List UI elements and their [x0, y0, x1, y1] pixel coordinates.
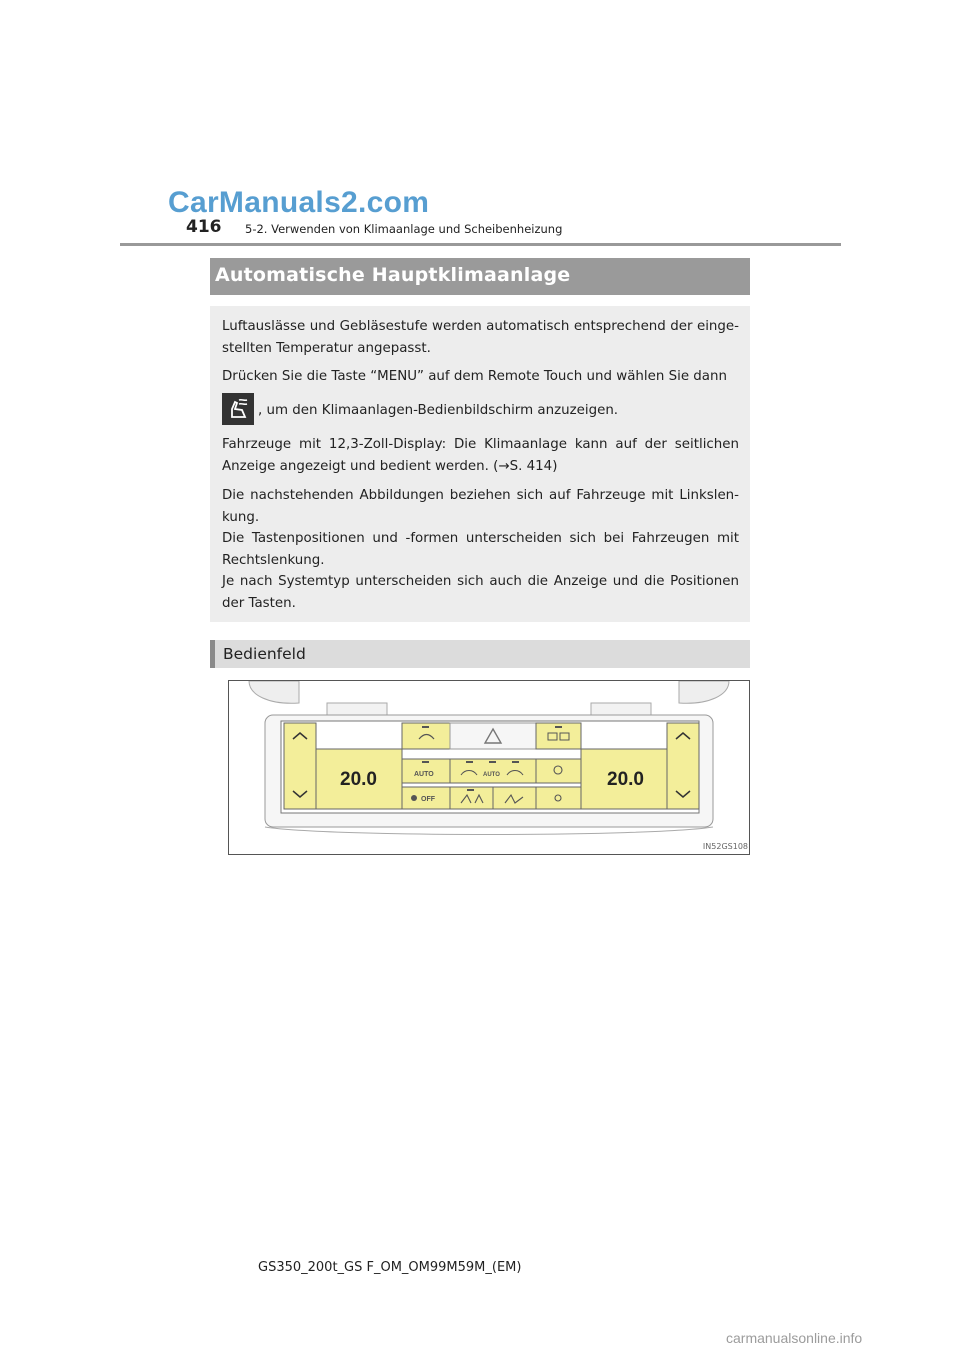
info-paragraph-6: Je nach Systemtyp unterscheiden sich auch die Anzeige und die Positionen der Tasten. — [222, 574, 739, 611]
figure-code: IN52GS108 — [692, 841, 748, 853]
document-code: GS350_200t_GS F_OM_OM99M59M_(EM) — [258, 1260, 522, 1275]
section-title: Automatische Hauptklimaanlage — [215, 264, 571, 286]
section-heading-bar — [210, 258, 750, 295]
chapter-header: 5-2. Verwenden von Klimaanlage und Scheibenheizung — [245, 222, 563, 236]
header-rule — [120, 243, 841, 246]
subsection-title: Bedienfeld — [223, 645, 306, 663]
info-paragraph-3: Fahrzeuge mit 12,3-Zoll-Display: Die Klimaanlage kann auf der seitlichen Anzeige angezeigt und bedient werden. (→S. 414) — [222, 437, 739, 474]
watermark-logo: CarManuals2.com — [168, 186, 430, 219]
info-paragraph-2b: , um den Klimaanlagen-Bedienbildschirm anzuzeigen. — [258, 403, 619, 418]
auto-recirc-label: AUTO — [483, 772, 500, 778]
temp-right-display: 20.0 — [607, 769, 644, 790]
watermark-bottom: carmanualsonline.info — [726, 1330, 863, 1346]
climate-control-panel-figure — [228, 680, 750, 855]
auto-button-label: AUTO — [414, 771, 434, 778]
temp-left-display: 20.0 — [340, 769, 377, 790]
info-paragraph-1: Luftauslässe und Gebläsestufe werden automatisch entsprechend der einge-stellten Temperatur angepasst. — [222, 319, 739, 356]
info-paragraph-2a: Drücken Sie die Taste “MENU” auf dem Remote Touch und wählen Sie dann — [222, 369, 727, 384]
subsection-heading-bar — [210, 640, 750, 668]
fan-off-button-label: OFF — [421, 796, 435, 803]
info-paragraph-4: Die nachstehenden Abbildungen beziehen sich auf Fahrzeuge mit Linkslen-kung. — [222, 488, 739, 525]
climate-seat-icon — [222, 393, 254, 425]
page-number: 416 — [186, 217, 222, 237]
info-paragraph-5: Die Tastenpositionen und -formen unterscheiden sich bei Fahrzeugen mit Rechtslenkung. — [222, 531, 739, 568]
